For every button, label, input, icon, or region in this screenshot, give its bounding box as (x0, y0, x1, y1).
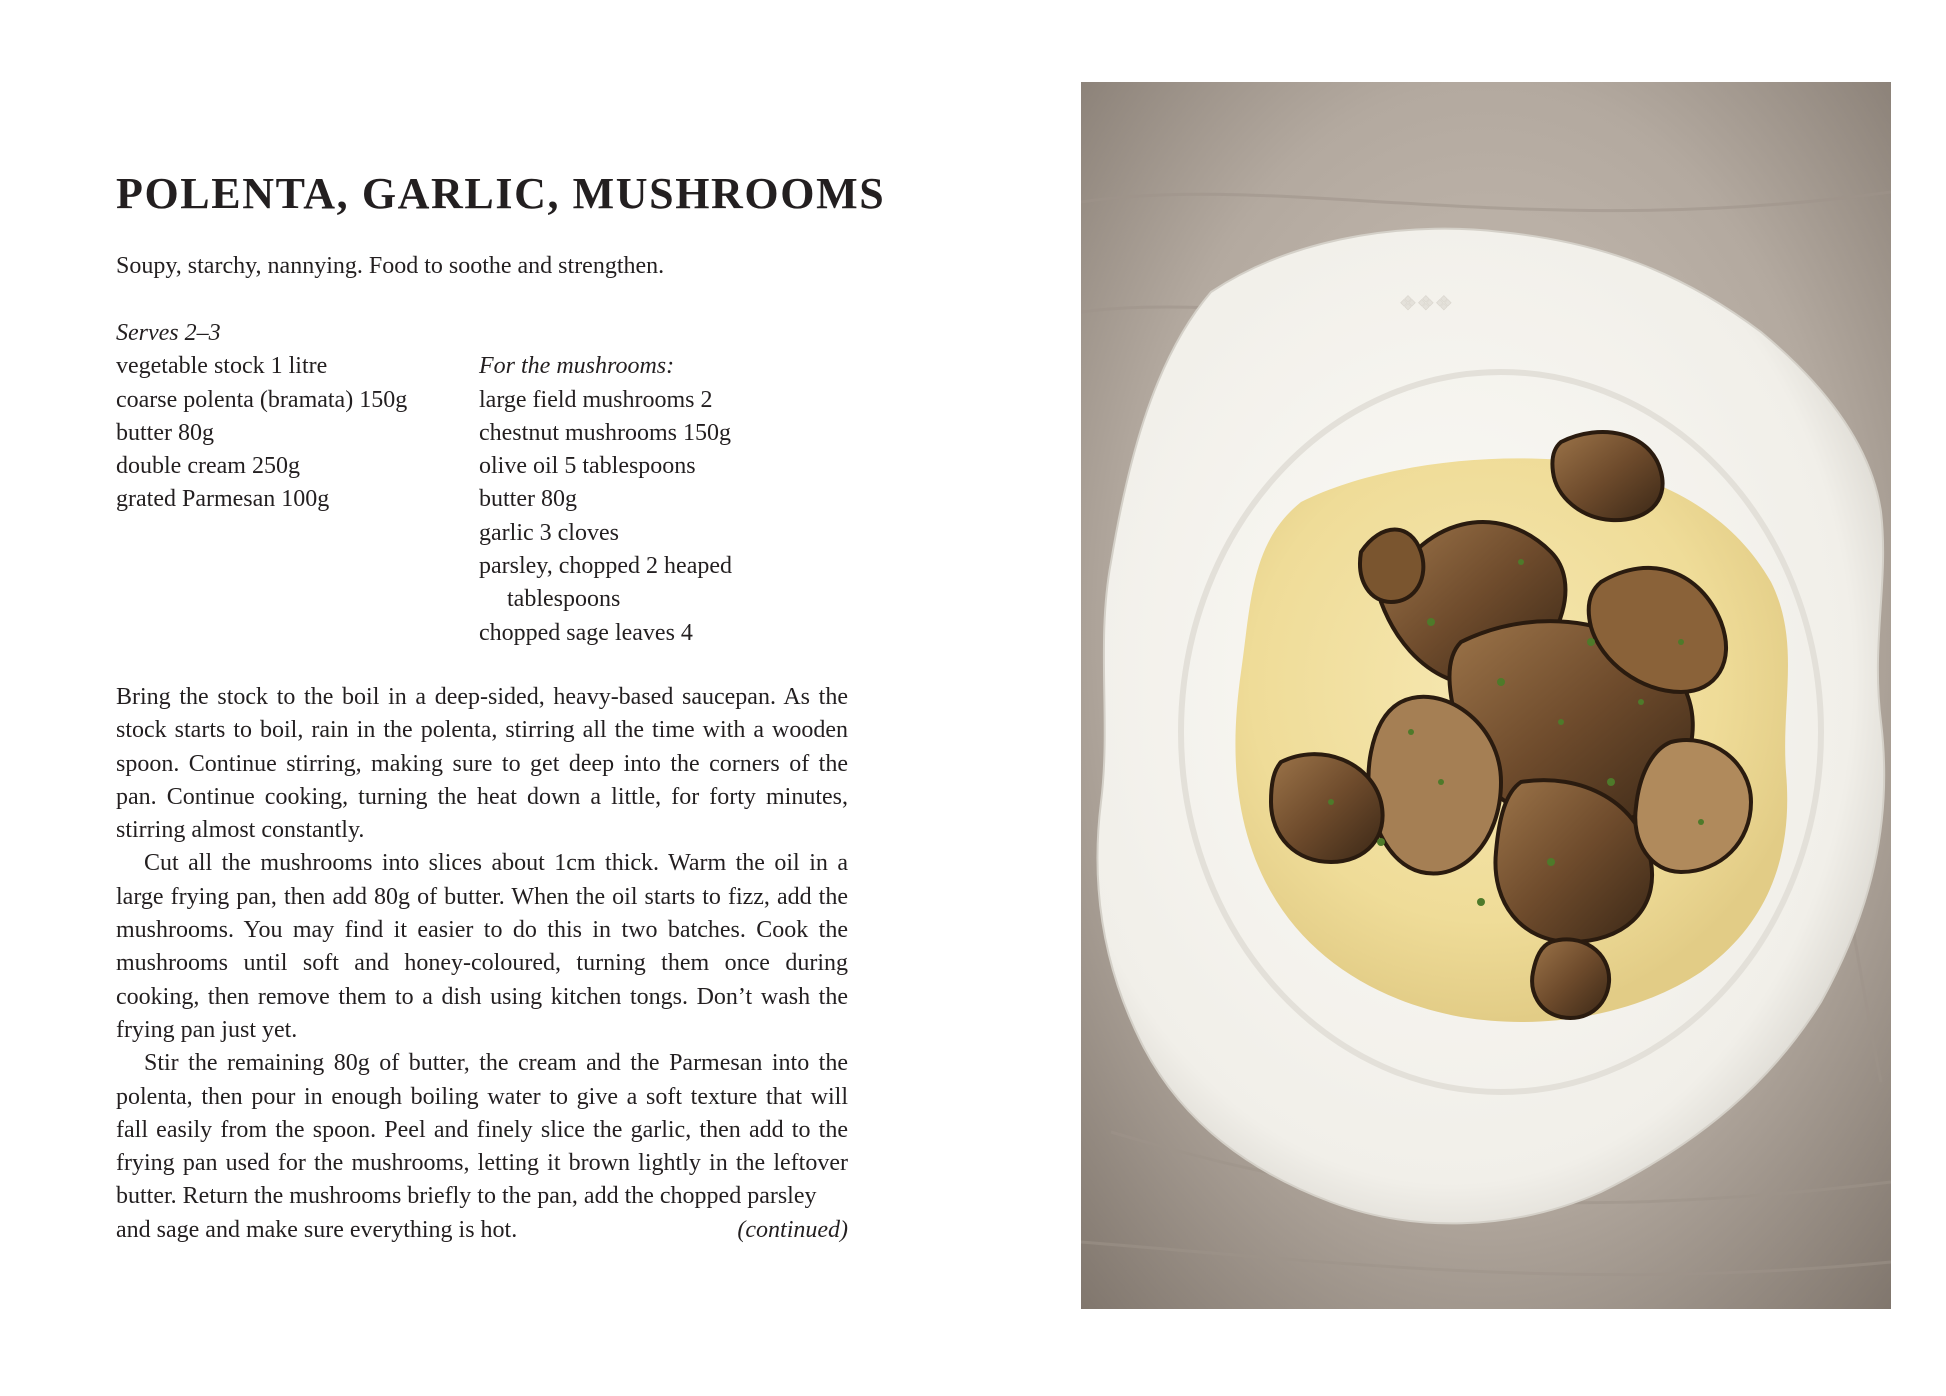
continued-label: (continued) (737, 1216, 848, 1243)
ingredient-item: vegetable stock 1 litre (116, 353, 328, 380)
ingredient-item: double cream 250g (116, 453, 300, 480)
method-paragraph-end: and sage and make sure everything is hot. (116, 1216, 518, 1243)
dish-photo (1081, 82, 1891, 1309)
ingredients-main-list (116, 317, 456, 517)
method-paragraph: Stir the remaining 80g of butter, the cream and the Parmesan into the polenta, then pour in enough boiling water to give a soft texture that will fall easily from the spoon. Peel and finely slice the garlic, then add to the frying pan used for the mushrooms, letting it brown lightly in the leftover butter. Return the mushrooms briefly to the pan, add the chopped parsley (116, 1050, 848, 1210)
recipe-title: POLENTA, GARLIC, MUSHROOMS (116, 169, 886, 218)
method-text (116, 681, 848, 1247)
ingredient-item: parsley, chopped 2 heaped (479, 553, 733, 580)
plate-stamp-mark: ❖❖❖ (1399, 293, 1453, 315)
ingredient-item: chestnut mushrooms 150g (479, 419, 731, 446)
ingredient-item: garlic 3 cloves (479, 519, 619, 546)
mushrooms-heading: For the mushrooms: (479, 353, 675, 380)
ingredient-item: chopped sage leaves 4 (479, 619, 693, 646)
recipe-intro: Soupy, starchy, nannying. Food to soothe and strengthen. (116, 253, 665, 279)
ingredient-item: olive oil 5 tablespoons (479, 453, 696, 480)
ingredient-item: butter 80g (479, 486, 577, 513)
ingredient-item-continuation: tablespoons (507, 586, 621, 613)
ingredient-item: butter 80g (116, 419, 214, 446)
method-paragraph: Bring the stock to the boil in a deep-sided, heavy-based saucepan. As the stock starts to boil, rain in the polenta, stirring all the time with a wooden spoon. Continue stirring, making sure to get deep into the corners of the pan. Continue cooking, turning the heat down a little, for forty minutes, stirring almost constantly. (116, 684, 848, 844)
ingredient-item: large field mushrooms 2 (479, 386, 713, 413)
ingredient-item: grated Parmesan 100g (116, 486, 330, 513)
ingredient-item: coarse polenta (bramata) 150g (116, 386, 408, 413)
method-last-line (116, 1214, 848, 1247)
method-paragraph: Cut all the mushrooms into slices about 1cm thick. Warm the oil in a large frying pan, then add 80g of butter. When the oil starts to fizz, add the mushrooms. You may find it easier to do this in two batches. Cook the mushrooms until soft and honey-coloured, turning them once during cooking, then remove them to a dish using kitchen tongs. Don’t wash the frying pan just yet. (116, 850, 848, 1043)
serves-label: Serves 2–3 (116, 320, 221, 346)
ingredients-mushrooms-list (479, 350, 859, 650)
dish-illustration (1081, 82, 1891, 1309)
